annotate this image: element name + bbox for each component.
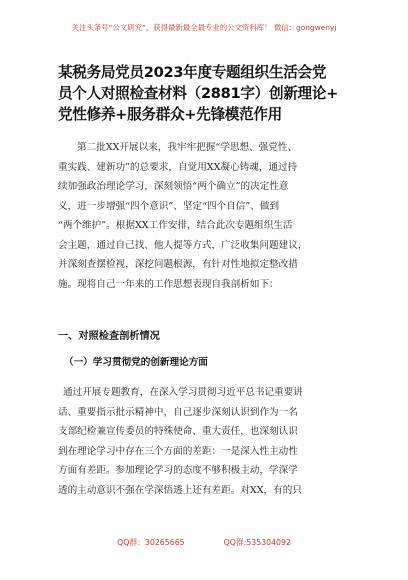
intro-line: 续加强政治理论学习，深刻领悟“两个确立”的决定性意 xyxy=(58,181,289,192)
body-line: 话、重要指示批示精神中，自己逐步深刻认识到作为一名 xyxy=(58,406,298,418)
subsection-heading: （一）学习贯彻党的创新理论方面 xyxy=(64,357,208,368)
intro-paragraph xyxy=(58,138,358,294)
intro-line: 义，进一步增强“四个意识”、坚定“四个自信”、做到 xyxy=(58,200,280,212)
intro-line: 第二批XX开展以来，我牢牢把握“学思想、强党性、 xyxy=(77,142,298,153)
footer-qq-group-2: QQ群:535304092 xyxy=(223,538,291,547)
title-line: 某税务局党员2023年度专题组织生活会党 xyxy=(58,64,327,81)
body-line: 透的主动意识不强在学深悟透上还有差距。对XX，有的只 xyxy=(58,484,302,496)
body-line: 通过开展专题教育，在深入学习贯彻习近平总书记重要讲 xyxy=(63,387,303,398)
body-line: 支部纪检兼宣传委员的特殊使命、重大责任，也深刻认识 xyxy=(58,426,298,437)
body-paragraph xyxy=(58,383,358,500)
title-line: 党性修养+服务群众+先锋模范作用 xyxy=(58,106,282,123)
section-heading: 一、对照检查剖析情况 xyxy=(58,331,160,342)
footer-qq-group-1: QQ群：30265665 xyxy=(117,538,185,547)
title-line: 员个人对照检查材料（2881字）创新理论+ xyxy=(58,85,339,102)
intro-line: “两个维护”。根据XX工作安排，结合此次专题组织生活 xyxy=(58,220,293,231)
document-title xyxy=(58,62,358,125)
intro-line: 重实践、建新功”的总要求，自觉用XX凝心铸魂，通过持 xyxy=(58,161,298,173)
footer-contacts xyxy=(0,537,408,548)
intro-line: 并深刻查摆检视，深挖问题根源，有针对性地拟定整改措 xyxy=(58,259,298,270)
body-line: 方面有差距。参加理论学习的态度不够积极主动，学深学 xyxy=(58,465,298,476)
promo-banner: 关注头条号“公文研究”，获得最新最全最专业的公文资料库！ 微信：gongwenyj xyxy=(71,23,337,32)
body-line: 到在理论学习中存在三个方面的差距：一是深入性主动性 xyxy=(58,445,298,457)
intro-line: 会主题，通过自己找、他人提等方式，广泛收集问题建议， xyxy=(58,239,308,251)
intro-line: 施。现将自己一年来的工作思想表现自我剖析如下： xyxy=(58,278,279,290)
